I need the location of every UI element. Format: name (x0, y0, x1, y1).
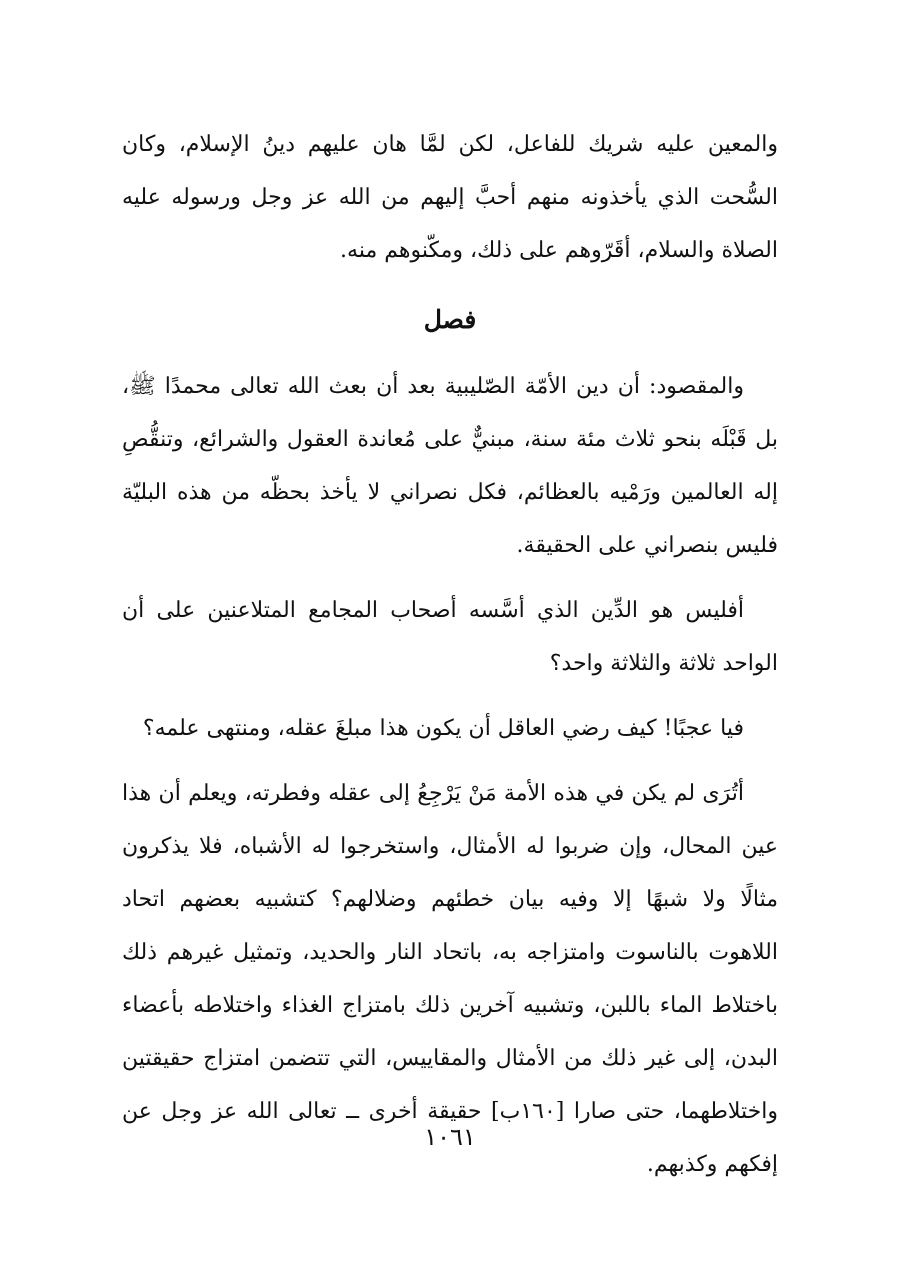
paragraph-5: أتُرَى لم يكن في هذه الأمة مَنْ يَرْجِعُ إلى عقله وفطرته، ويعلم أن هذا عين المحال، وإن ضربوا له الأمثال، واستخرجوا له الأشباه، فلا يذكرون مثالًا ولا شبهًا إلا وفيه بيان خطئهم وضلالهم؟ كتشبيه بعضهم اتحاد اللاهوت بالناسوت وامتزاجه به، باتحاد النار والحديد، وتمثيل غيرهم ذلك باختلاط الماء باللبن، وتشبيه آخرين ذلك بامتزاج الغذاء واختلاطه بأعضاء البدن، إلى غير ذلك من الأمثال والمقاييس، التي تتضمن امتزاج حقيقتين واختلاطهما، حتى صارا [١٦٠ب] حقيقة أخرى ــ تعالى الله عز وجل عن إفكهم وكذبهم. (122, 781, 778, 1177)
paragraph-4: فيا عجبًا! كيف رضي العاقل أن يكون هذا مبلغَ عقله، ومنتهى علمه؟ (142, 716, 744, 741)
main-text (122, 118, 778, 1191)
page-number: ١٠٦١ (424, 1123, 476, 1151)
paragraph-2: والمقصود: أن دين الأمّة الصّليبية بعد أن بعث الله تعالى محمدًا ﷺ، بل قَبْلَه بنحو ثلاث مئة سنة، مبنيٌّ على مُعاندة العقول والشرائع، وتنقُّصِ إله العالمين ورَمْيه بالعظائم، فكل نصراني لا يأخذ بحظّه من هذه البليّة فليس بنصراني على الحقيقة. (122, 374, 778, 558)
paragraph-3: أفليس هو الدِّين الذي أسَّسه أصحاب المجامع المتلاعنين على أن الواحد ثلاثة والثلاثة واحد؟ (122, 598, 778, 676)
section-heading: فصل (423, 305, 477, 334)
paragraph-1: والمعين عليه شريك للفاعل، لكن لمَّا هان عليهم دينُ الإسلام، وكان السُّحت الذي يأخذونه منهم أحبَّ إليهم من الله عز وجل ورسوله عليه الصلاة والسلام، أقَرّوهم على ذلك، ومكّنوهم منه. (122, 132, 778, 263)
